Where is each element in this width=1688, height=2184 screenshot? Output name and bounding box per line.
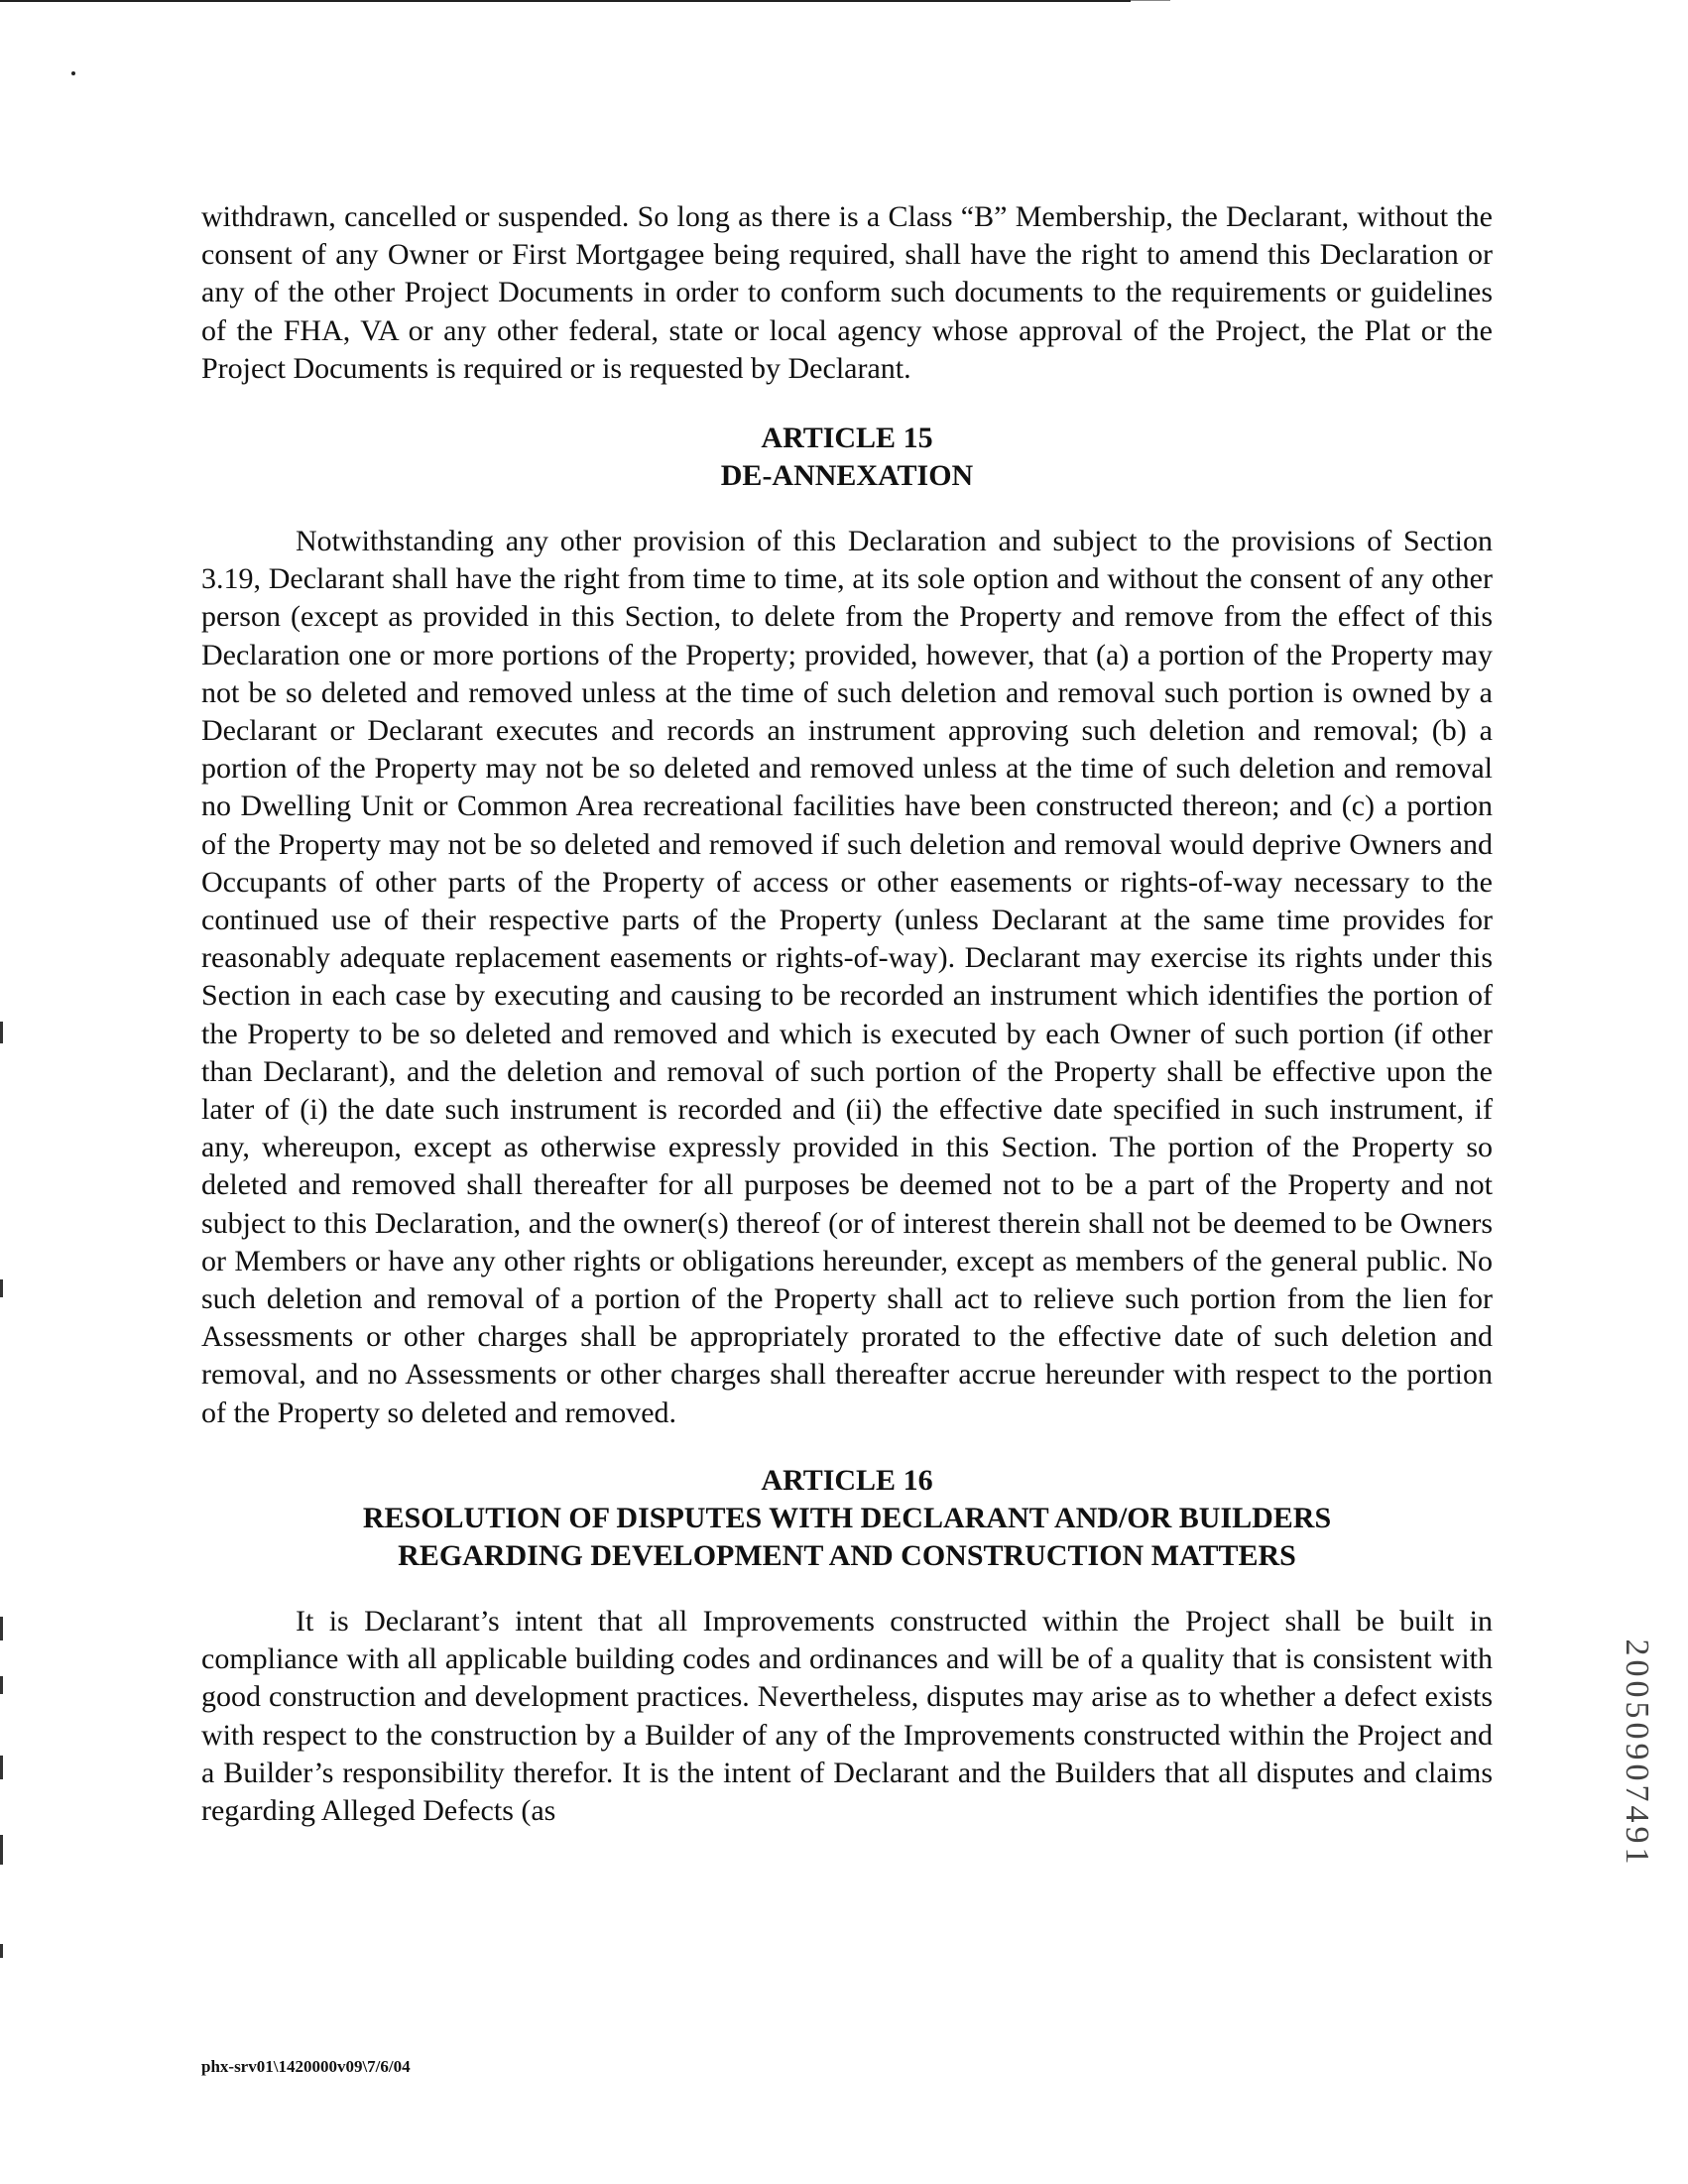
document-footer-code: phx-srv01\1420000v09\7/6/04 (201, 2057, 411, 2076)
article-16-title-line2: REGARDING DEVELOPMENT AND CONSTRUCTION MATTERS (398, 1538, 1296, 1572)
scan-edge-mark (0, 1756, 3, 1779)
article-16-body: It is Declarant’s intent that all Improvements constructed within the Project shall be built in compliance with all applicable building codes and ordinances and will be of a quality that is consistent with good construction and development practices. Nevertheless, disputes may arise as to whether a defect exists with respect to the construction by a Builder of any of the Improvements constructed within the Project and a Builder’s responsibility therefor. It is the intent of Declarant and the Builders that all disputes and claims regarding Alleged Defects (as (201, 1604, 1493, 1827)
intro-paragraph: withdrawn, cancelled or suspended. So long as there is a Class “B” Membership, the Declarant, without the consent of any Owner or First Mortgagee being required, shall have the right to amend this Declaration or any of the other Project Documents in order to conform such documents to the requirements or guidelines of the FHA, VA or any other federal, state or local agency whose approval of the Project, the Plat or the Project Documents is required or is requested by Declarant. (201, 200, 1493, 385)
article-15-title: DE-ANNEXATION (720, 459, 974, 493)
bates-stamp (1617, 1595, 1656, 1912)
scan-edge-mark (0, 1022, 3, 1043)
scan-edge-mark (0, 1835, 3, 1865)
scan-edge-mark (0, 1279, 3, 1297)
article-16-title-line1: RESOLUTION OF DISPUTES WITH DECLARANT AND/OR BUILDERS (362, 1501, 1332, 1534)
scan-edge-mark (0, 1617, 3, 1640)
article-15-number: ARTICLE 15 (761, 422, 933, 455)
scan-border-line (1131, 0, 1170, 1)
scan-speck (71, 71, 75, 75)
article-15-body: Notwithstanding any other provision of this Declaration and subject to the provisions of Section 3.19, Declarant shall have the right from time to time, at its sole option and without the consent of any other person (except as provided in this Section, to delete from the Property and remove from the effect of this Declaration one or more portions of the Property; provided, however, that (a) a portion of the Property may not be so deleted and removed unless at the time of such deletion and removal such portion is owned by a Declarant or Declarant executes and records an instrument approving such deletion and removal; (b) a portion of the Property may not be so deleted and removed unless at the time of such deletion and removal no Dwelling Unit or Common Area recreational facilities have been constructed thereon; and (c) a portion of the Property may not be so deleted and removed if such deletion and removal would deprive Owners and Occupants of other parts of the Property of access or other easements or rights-of-way necessary to the continued use of their respective parts of the Property (unless Declarant at the same time provides for reasonably adequate replacement easements or rights-of-way). Declarant may exercise its rights under this Section in each case by executing and causing to be recorded an instrument which identifies the portion of the Property to be so deleted and removed and which is executed by each Owner of such portion (if other than Declarant), and the deletion and removal of such portion of the Property shall be effective upon the later of (i) the date such instrument is recorded and (ii) the effective date specified in such instrument, if any, whereupon, except as otherwise expressly provided in this Section. The portion of the Property so deleted and removed shall thereafter for all purposes be deemed not to be a part of the Property and not subject to this Declaration, and the owner(s) thereof (or of interest therein shall not be deemed to be Owners or Members or have any other rights or obligations hereunder, except as members of the general public. No such deletion and removal of a portion of the Property shall act to relieve such portion from the lien for Assessments or other charges shall be appropriately prorated to the effective date of such deletion and removal, and no Assessments or other charges shall thereafter accrue hereunder with respect to the portion of the Property so deleted and removed. (201, 525, 1493, 1429)
scan-edge-mark (0, 1944, 3, 1958)
scan-edge-mark (0, 1676, 3, 1694)
article-16-number: ARTICLE 16 (761, 1463, 933, 1497)
bates-number: 20050907491 (1619, 1638, 1655, 1869)
document-body (201, 198, 1493, 1830)
scan-border-line (0, 0, 1131, 2)
